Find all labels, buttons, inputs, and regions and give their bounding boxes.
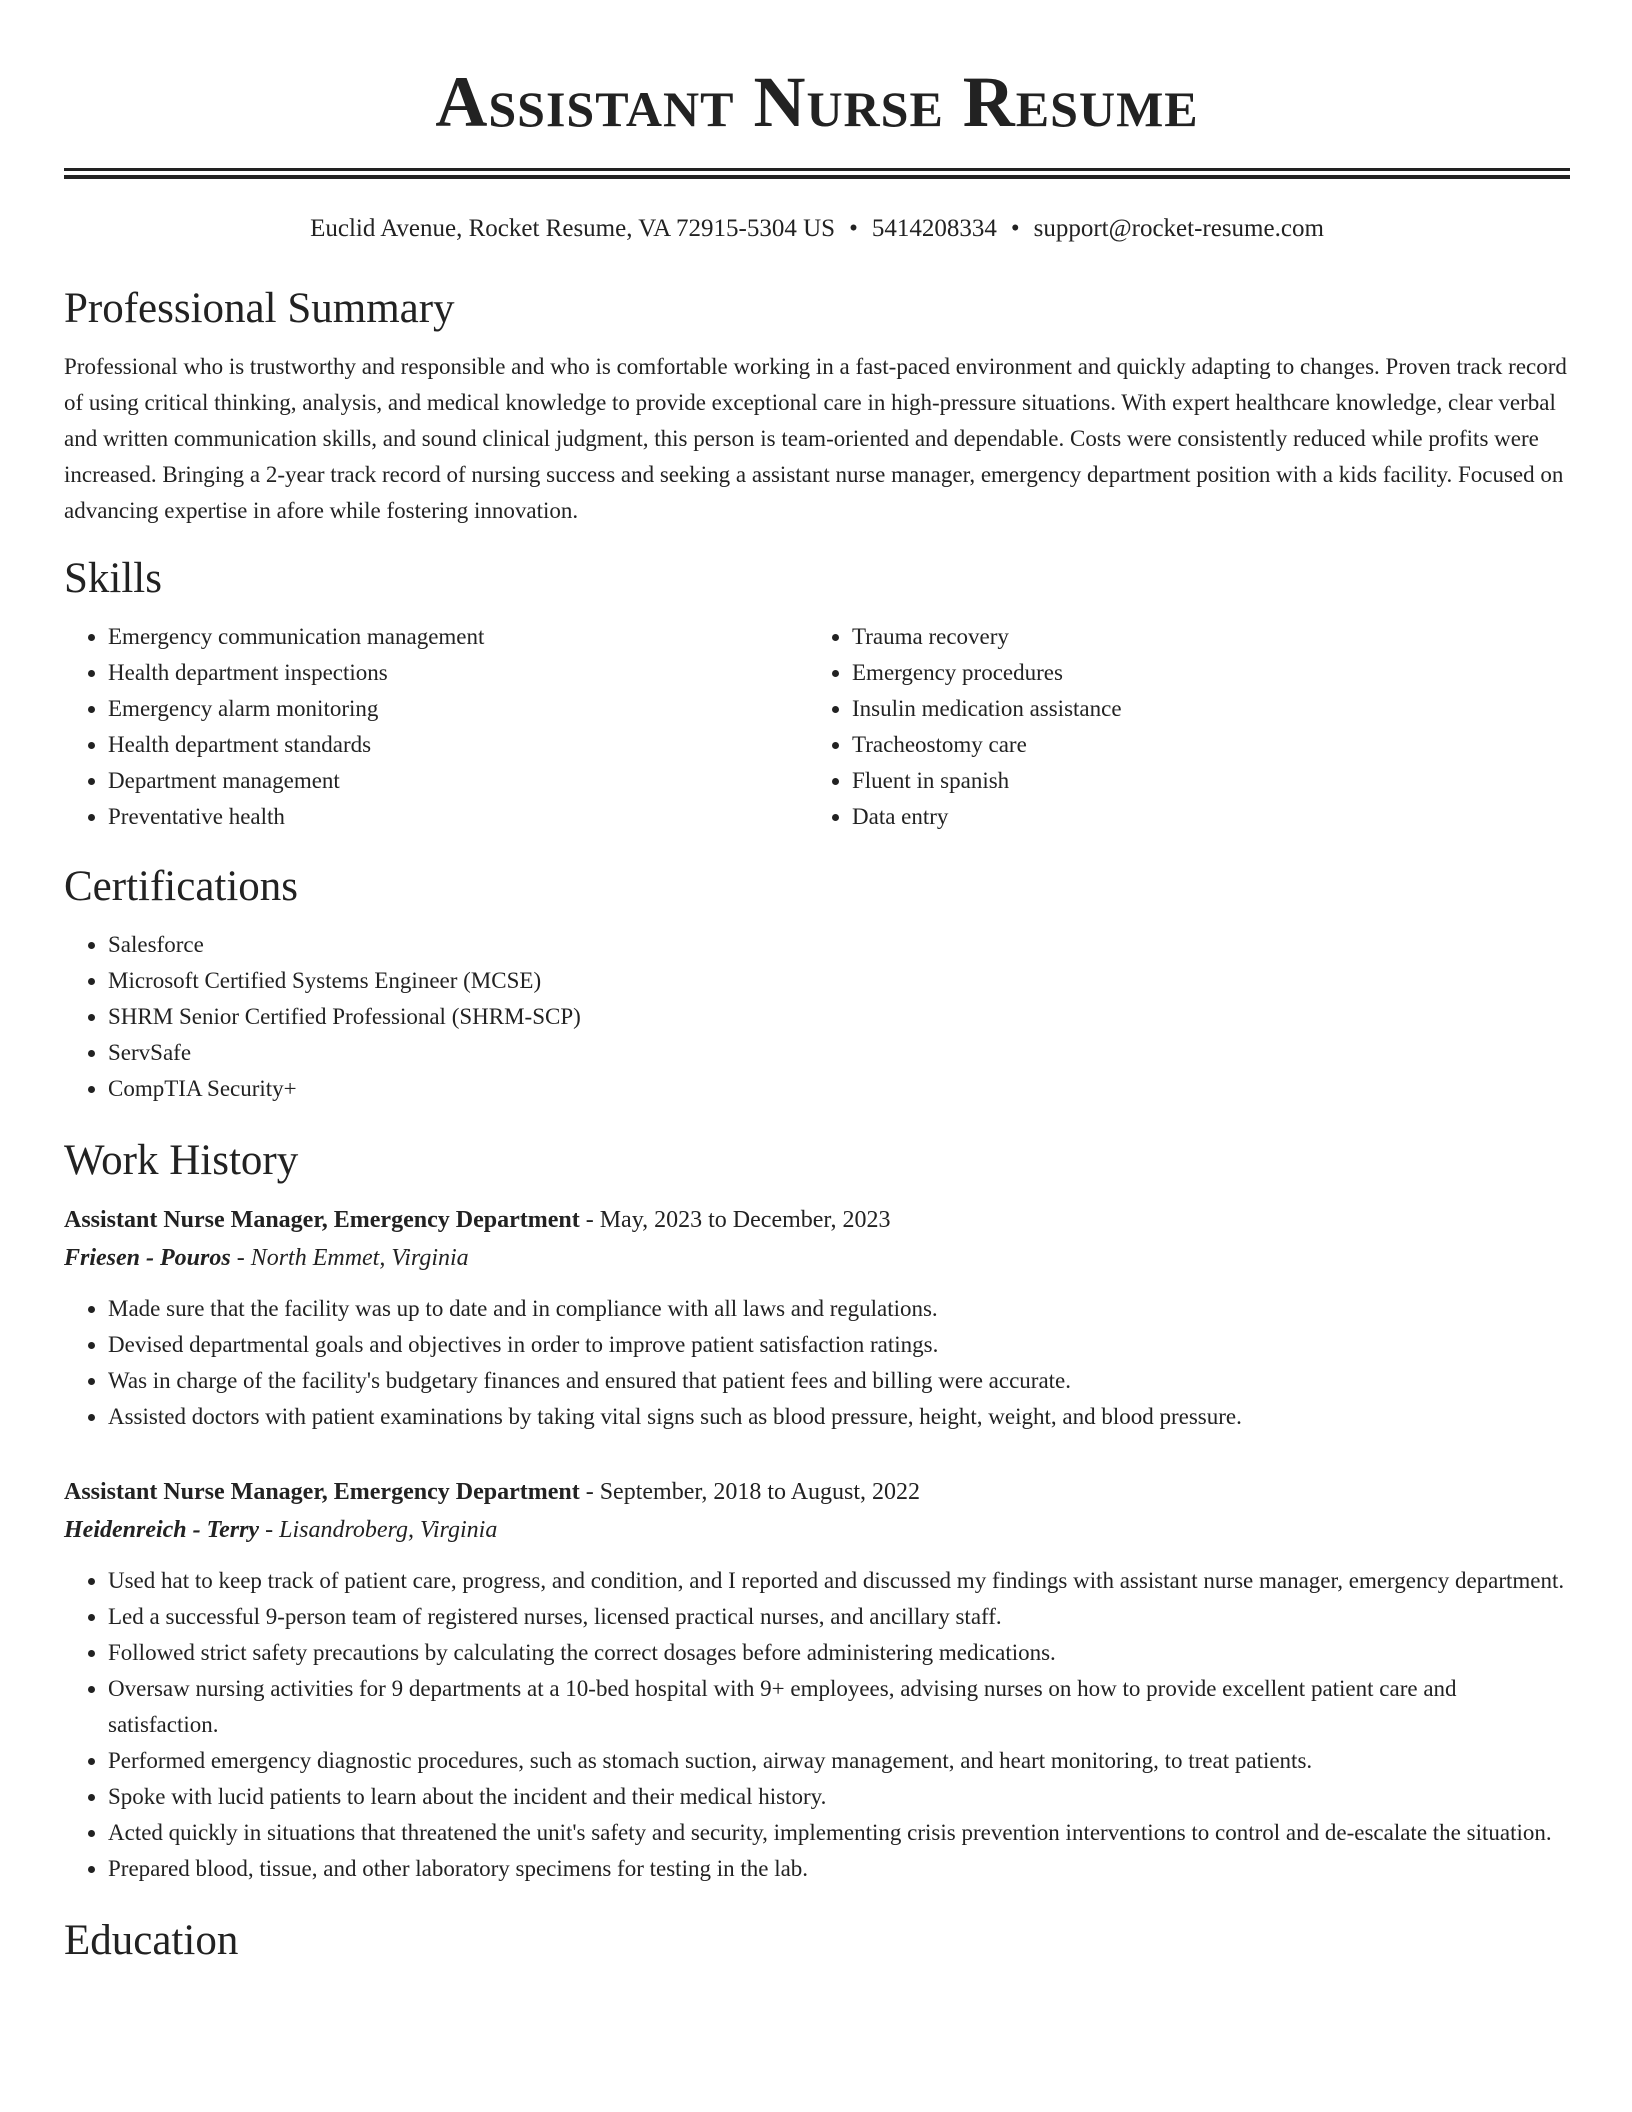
work-history-heading: Work History — [64, 1137, 299, 1184]
skill-item: • Health department standards — [108, 727, 808, 763]
job-duty: • Prepared blood, tissue, and other laboratory specimens for testing in the lab. — [108, 1851, 1570, 1887]
job-duty: • Performed emergency diagnostic procedures, such as stomach suction, airway management, and heart monitoring, to treat patients. — [108, 1743, 1570, 1779]
skill-item: • Emergency alarm monitoring — [108, 691, 808, 727]
job-dates: September, 2018 to August, 2022 — [599, 1479, 921, 1505]
job-company: Heidenreich - Terry — [64, 1517, 260, 1543]
summary-heading: Professional Summary — [64, 285, 455, 332]
job-duties-list — [64, 1291, 1570, 1435]
contact-separator: • — [1010, 215, 1020, 242]
job-dates: May, 2023 to December, 2023 — [599, 1207, 891, 1233]
job-duty: • Oversaw nursing activities for 9 departments at a 10-bed hospital with 9+ employees, advising nurses on how to provide excellent patient care and satisfaction. — [108, 1671, 1570, 1743]
job-duty: • Spoke with lucid patients to learn about the incident and their medical history. — [108, 1779, 1570, 1815]
job-header — [64, 1473, 1570, 1511]
skill-item: • Emergency communication management — [108, 619, 808, 655]
education-heading: Education — [64, 1917, 239, 1964]
skills-heading: Skills — [64, 555, 162, 602]
skill-item: • Insulin medication assistance — [852, 691, 1552, 727]
contact-email: support@rocket-resume.com — [1033, 215, 1324, 242]
skill-item: • Department management — [108, 763, 808, 799]
contact-line — [64, 213, 1570, 245]
certifications-heading: Certifications — [64, 863, 299, 910]
skill-item: • Trauma recovery — [852, 619, 1552, 655]
job-duty: • Followed strict safety precautions by calculating the correct dosages before administering medications. — [108, 1635, 1570, 1671]
skill-item: • Emergency procedures — [852, 655, 1552, 691]
title-double-rule — [64, 168, 1570, 179]
job-role: Assistant Nurse Manager, Emergency Department — [64, 1207, 580, 1233]
skill-item: • Data entry — [852, 799, 1552, 835]
job-company-line — [64, 1511, 1570, 1549]
contact-phone: 5414208334 — [871, 215, 997, 242]
job-duty: • Devised departmental goals and objectives in order to improve patient satisfaction ratings. — [108, 1327, 1570, 1363]
skills-list-right — [808, 619, 1552, 835]
job-duty: • Made sure that the facility was up to date and in compliance with all laws and regulations. — [108, 1291, 1570, 1327]
certifications-list — [64, 927, 1570, 1107]
contact-address: Euclid Avenue, Rocket Resume, VA 72915-5304 US — [310, 215, 836, 242]
job-duty: • Acted quickly in situations that threatened the unit's safety and security, implementing crisis prevention interventions to control and de-escalate the situation. — [108, 1815, 1570, 1851]
resume-title: Assistant Nurse Resume — [435, 62, 1199, 142]
summary-text: Professional who is trustworthy and responsible and who is comfortable working in a fast-paced environment and quickly adapting to changes. Proven track record of using critical thinking, analysis, and medical knowledge to provide exceptional care in high-pressure situations. With expert healthcare knowledge, clear verbal and written communication skills, and sound clinical judgment, this person is team-oriented and dependable. Costs were consistently reduced while profits were increased. Bringing a 2-year track record of nursing success and seeking a assistant nurse manager, emergency department position with a kids facility. Focused on advancing expertise in afore while fostering innovation. — [64, 354, 1567, 523]
job-duty: • Assisted doctors with patient examinations by taking vital signs such as blood pressure, height, weight, and blood pressure. — [108, 1399, 1570, 1435]
job-dash: - — [259, 1517, 280, 1543]
skills-list-left — [64, 619, 808, 835]
certification-item: • ServSafe — [108, 1035, 1570, 1071]
job-duty: • Led a successful 9-person team of registered nurses, licensed practical nurses, and ancillary staff. — [108, 1599, 1570, 1635]
skill-item: • Preventative health — [108, 799, 808, 835]
certification-item: • CompTIA Security+ — [108, 1071, 1570, 1107]
job-duties-list — [64, 1563, 1570, 1887]
job-dash: - — [230, 1245, 251, 1271]
job-entry — [64, 1473, 1570, 1887]
certification-item: • Salesforce — [108, 927, 1570, 963]
job-role: Assistant Nurse Manager, Emergency Department — [64, 1479, 580, 1505]
certification-item: • SHRM Senior Certified Professional (SHRM-SCP) — [108, 999, 1570, 1035]
job-company: Friesen - Pouros — [64, 1245, 231, 1271]
job-duty: • Was in charge of the facility's budgetary finances and ensured that patient fees and billing were accurate. — [108, 1363, 1570, 1399]
job-location: Lisandroberg, Virginia — [279, 1517, 498, 1543]
skills-columns — [64, 619, 1570, 835]
job-company-line — [64, 1239, 1570, 1277]
skill-item: • Health department inspections — [108, 655, 808, 691]
job-duty: • Used hat to keep track of patient care, progress, and condition, and I reported and discussed my findings with assistant nurse manager, emergency department. — [108, 1563, 1570, 1599]
resume-page — [64, 0, 1570, 1967]
contact-separator: • — [849, 215, 858, 242]
job-dash: - — [579, 1479, 600, 1505]
job-dash: - — [579, 1207, 600, 1233]
skill-item: • Tracheostomy care — [852, 727, 1552, 763]
job-entry — [64, 1201, 1570, 1435]
job-header — [64, 1201, 1570, 1239]
certification-item: • Microsoft Certified Systems Engineer (MCSE) — [108, 963, 1570, 999]
job-location: North Emmet, Virginia — [250, 1245, 469, 1271]
skill-item: • Fluent in spanish — [852, 763, 1552, 799]
